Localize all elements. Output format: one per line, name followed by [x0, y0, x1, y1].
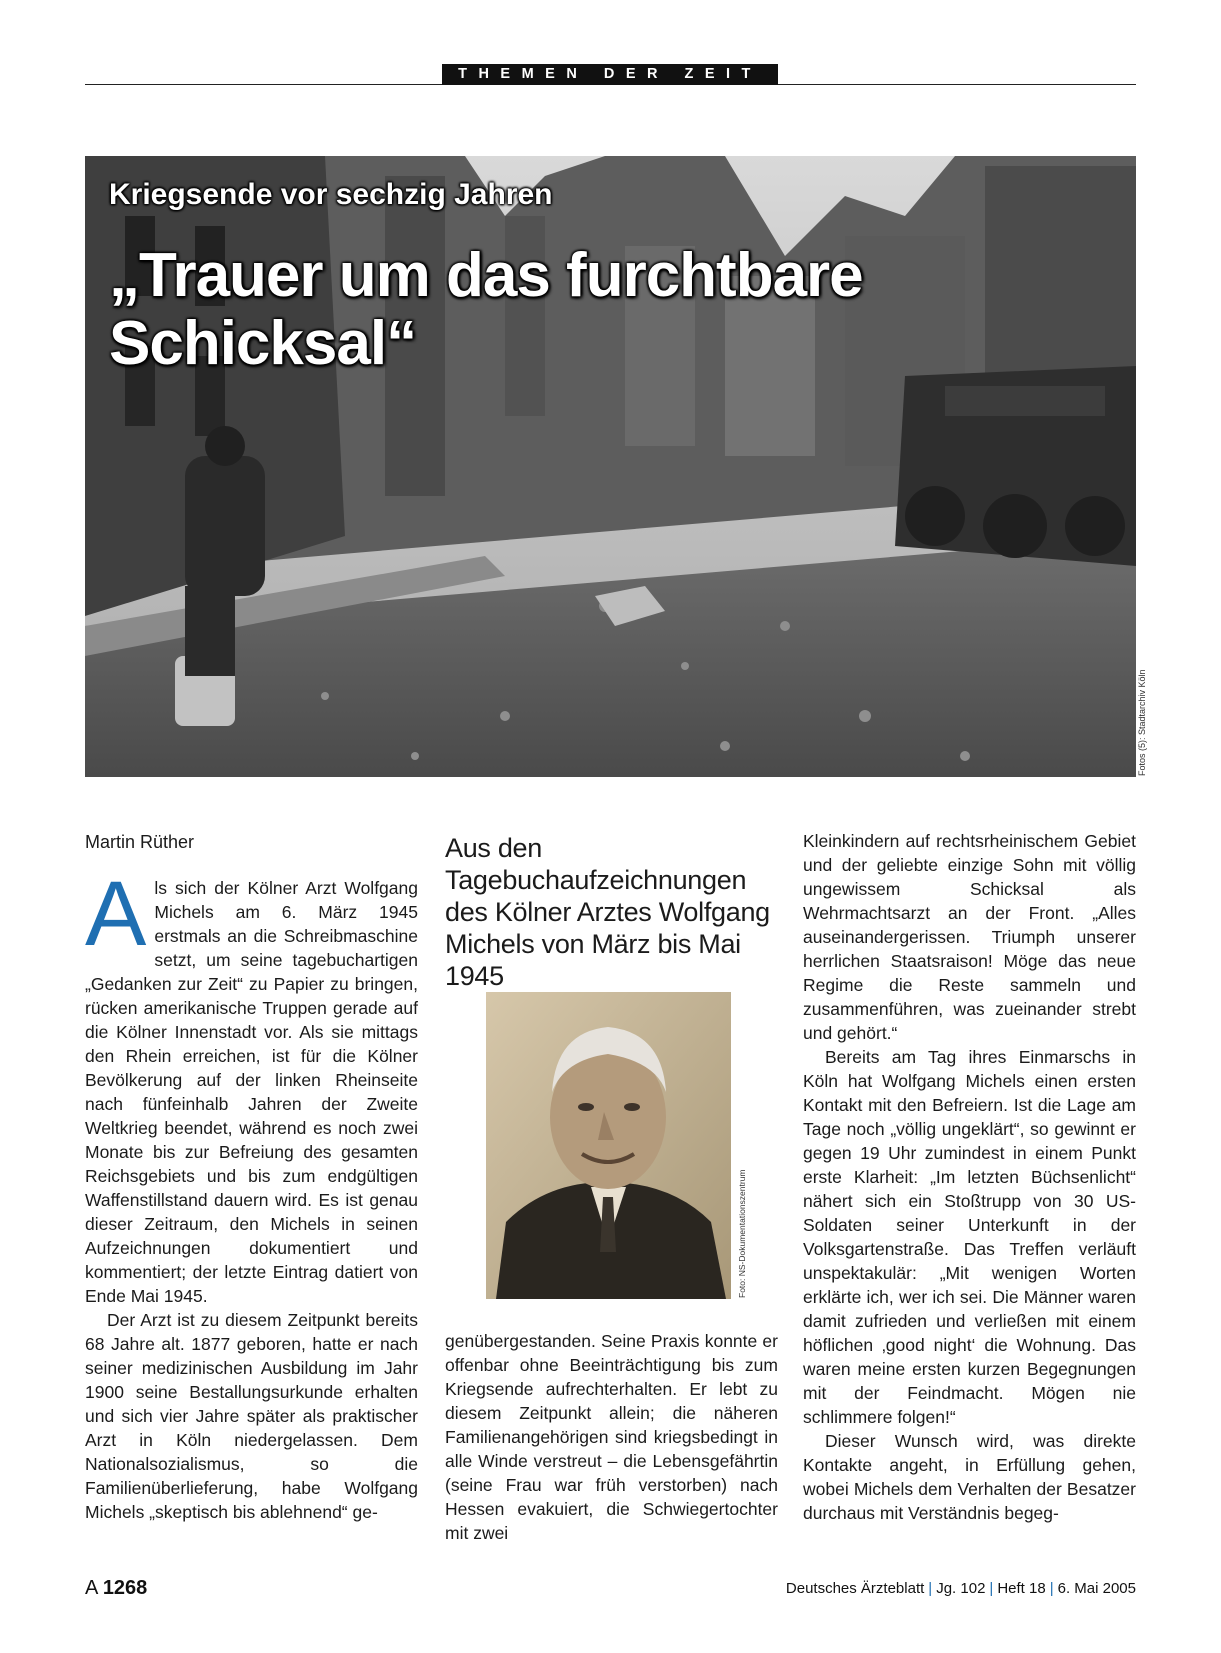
- journal-issue: Heft 18: [997, 1580, 1046, 1597]
- page-prefix: A: [85, 1577, 98, 1599]
- hero-kicker: Kriegsende vor sechzig Jahren: [109, 178, 553, 211]
- portrait-photo: [486, 992, 731, 1299]
- page-number: [85, 1577, 147, 1600]
- article-paragraph: [85, 863, 418, 1308]
- article-column-3: [803, 829, 1136, 1525]
- page-number-value: 1268: [102, 1577, 148, 1599]
- hero-photo: [85, 156, 1136, 777]
- article-paragraph: Bereits am Tag ihres Einmarschs in Köln hat Wolfgang Michels einen ersten Kontakt mit den Befreiern. Ist die Lage am Tage noch „völlig ungeklärt“, so gewinnt er gegen 19 Uhr zumindest in einem Punkt erste Klarheit: „Im letzten Büchsenlicht“ nähert sich ein Stoßtrupp von 30 US-Soldaten seiner Unterkunft in der Volksgartenstraße. Das Treffen verläuft unspektakulär: „Mit wenigen Worten erklärte ich, wer ich sei. Die Männer waren damit zufrieden und verließen mit einem höflichen ‚good night‘ die Wohnung. Das waren meine ersten kurzen Begegnungen mit der Feindmacht. Mögen nie schlimmere folgen!“: [803, 1047, 1136, 1427]
- article-column-2: [445, 1329, 778, 1545]
- separator: |: [928, 1580, 933, 1597]
- author-name: Martin Rüther: [85, 832, 195, 852]
- journal-volume: Jg. 102: [936, 1580, 986, 1597]
- journal-info: [786, 1580, 1136, 1597]
- separator: |: [989, 1580, 994, 1597]
- journal-name: Deutsches Ärzteblatt: [785, 1580, 925, 1597]
- article-paragraph: Der Arzt ist zu diesem Zeitpunkt bereits 68 Jahre alt. 1877 geboren, hatte er nach seiner medizinischen Ausbildung im Jahr 1900 seine Bestallungsurkunde erhalten und sich vier Jahre später als praktischer Arzt in Köln niedergelassen. Dem Nationalsozialismus, so die Familienüberlieferung, habe Wolfgang Michels „skeptisch bis ablehnend“ ge-: [85, 1310, 418, 1522]
- article-column-1: [85, 863, 418, 1524]
- portrait-photo-credit: Foto: NS-Dokumentationszentrum: [737, 1169, 747, 1298]
- hero-headline: „Trauer um das furchtbare Schicksal“: [109, 241, 863, 378]
- paragraph-text: ls sich der Kölner Arzt Wolfgang Michels am 6. März 1945 erstmals an die Schreibmaschine setzt, um seine tagebuchartigen „Gedanken zur Zeit“ zu Papier zu bringen, rücken amerikanische Truppen gerade auf die Kölner Innenstadt vor. Als sie mittags den Rhein erreichen, ist für die Kölner Bevölkerung auf der linken Rheinseite nach fünfeinhalb Jahren der Zweite Weltkrieg beendet, während es noch zwei Monate bis zur Befreiung des gesamten Reichsgebiets und bis zum endgültigen Waffenstillstand dauern wird. Es ist genau dieser Zeitraum, den Michels in seinen Aufzeichnungen dokumentiert und kommentiert; der letzte Eintrag datiert von Ende Mai 1945.: [85, 878, 418, 1306]
- journal-date: 6. Mai 2005: [1057, 1580, 1136, 1597]
- article-paragraph: Kleinkindern auf rechtsrheinischem Gebiet und der geliebte einzige Sohn mit völlig ungewissem Schicksal als Wehrmachtsarzt an der Front. „Alles auseinandergerissen. Triumph unserer herrlichen Staatsraison! Möge das neue Regime die Reste sammeln und zusammenführen, was zueinander strebt und gehört.“: [803, 831, 1136, 1043]
- article-subhead: Aus den Tagebuchaufzeichnungen des Kölner Arztes Wolfgang Michels von März bis Mai 1945: [445, 833, 770, 991]
- hero-photo-credit: Fotos (5): Stadtarchiv Köln: [1137, 669, 1147, 776]
- article-paragraph: genübergestanden. Seine Praxis konnte er offenbar ohne Beeinträchtigung bis zum Kriegsende aufrechterhalten. Er lebt zu diesem Zeitpunkt allein; die näheren Familienangehörigen sind kriegsbedingt in alle Winde verstreut – die Lebensgefährtin (seine Frau war früh verstorben) nach Hessen evakuiert, die Schwiegertochter mit zwei: [445, 1331, 778, 1543]
- separator: |: [1049, 1580, 1054, 1597]
- drop-cap: A: [85, 863, 147, 965]
- section-label: THEMEN DER ZEIT: [442, 64, 778, 85]
- article-paragraph: Dieser Wunsch wird, was direkte Kontakte angeht, in Erfüllung gehen, wobei Michels dem Verhalten der Besatzer durchaus mit Verständnis begeg-: [803, 1431, 1136, 1523]
- portrait-image: [486, 992, 731, 1299]
